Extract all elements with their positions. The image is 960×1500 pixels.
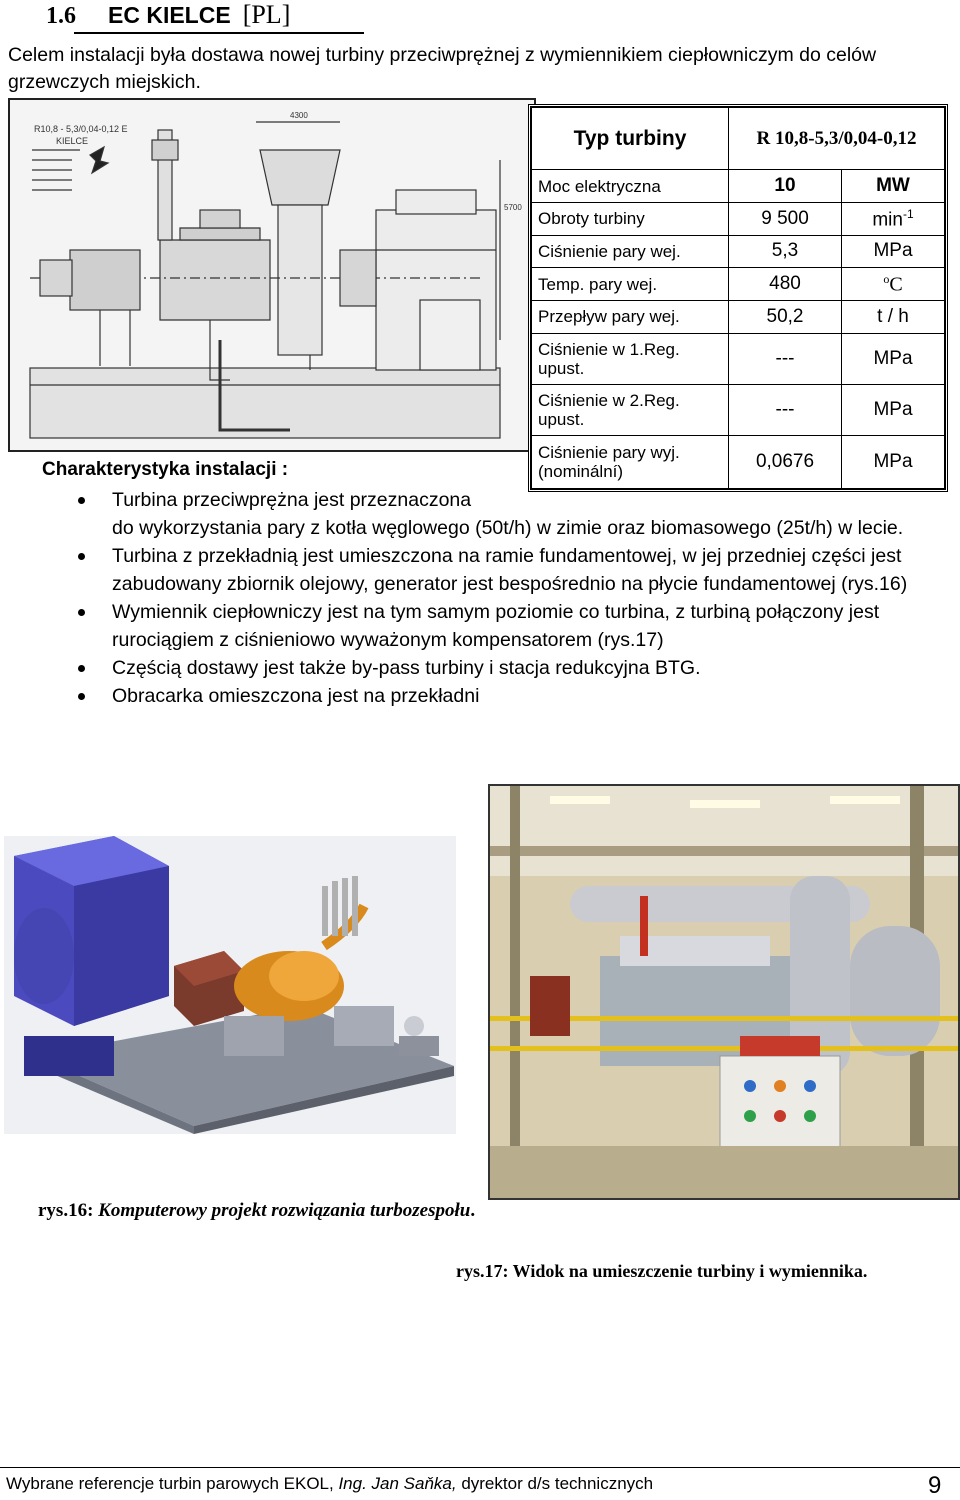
drawing-subtitle-text: KIELCE — [56, 136, 89, 146]
spec-value: 5,3 — [729, 235, 842, 268]
section-title: EC KIELCE — [108, 2, 231, 28]
drawing-dim-side: 5700 — [504, 203, 522, 212]
list-item-continuation: do wykorzystania pary z kotła węglowego (50t/h) w zimie oraz biomasowego (25t/h) w lecie. — [112, 517, 904, 539]
spec-label: Ciśnienie pary wyj. (nominální) — [532, 435, 729, 488]
spec-unit: MPa — [842, 384, 945, 435]
spec-unit-sup: -1 — [902, 206, 914, 221]
turbine-spec-table — [528, 104, 948, 492]
list-item-text: Turbina przeciwprężna jest przeznaczona — [112, 489, 472, 511]
plant-photo — [488, 784, 960, 1200]
spec-value: --- — [729, 384, 842, 435]
figure-16-text: Komputerowy projekt rozwiązania turbozespołu — [98, 1200, 471, 1221]
spec-value: 10 — [729, 170, 842, 203]
footer-rule — [0, 1467, 960, 1468]
spec-unit: MW — [842, 170, 945, 203]
spec-label: Ciśnienie w 1.Reg. upust. — [532, 333, 729, 384]
spec-label: Ciśnienie pary wej. — [532, 235, 729, 268]
spec-row — [532, 202, 945, 235]
list-item: Częścią dostawy jest także by-pass turbiny i stacja redukcyjna BTG. — [78, 654, 948, 682]
cad-render-svg — [4, 836, 456, 1134]
spec-unit-sup: o — [883, 271, 890, 286]
spec-row — [532, 300, 945, 333]
figure-17-caption: rys.17: Widok na umieszczenie turbiny i wymiennika. — [456, 1261, 868, 1281]
spec-row — [532, 170, 945, 203]
section-number: 1.6 — [46, 3, 76, 29]
spec-label: Moc elektryczna — [532, 170, 729, 203]
spec-value: 50,2 — [729, 300, 842, 333]
figure-16-end: . — [470, 1200, 476, 1221]
spec-label: Przepływ pary wej. — [532, 300, 729, 333]
spec-header-value: R 10,8-5,3/0,04-0,12 — [729, 108, 945, 170]
list-item: Turbina z przekładnią jest umieszczona na ramie fundamentowej, w jej przedniej części jest zabudowany zbiornik olejowy, generator jest bespośrednio na płycie fundamentowej (rys.16) — [78, 542, 948, 598]
spec-label: Ciśnienie w 2.Reg. upust. — [532, 384, 729, 435]
spec-row — [532, 268, 945, 301]
footer-text-c: dyrektor d/s technicznych — [456, 1474, 654, 1493]
spec-unit: MPa — [842, 435, 945, 488]
spec-row — [532, 384, 945, 435]
spec-unit: MPa — [842, 235, 945, 268]
spec-unit-base: C — [889, 273, 903, 296]
heading-underline — [74, 32, 364, 34]
turbine-technical-drawing — [8, 98, 536, 452]
spec-unit: MPa — [842, 333, 945, 384]
spec-header-label: Typ turbiny — [532, 108, 729, 170]
spec-unit: t / h — [842, 300, 945, 333]
plant-photo-svg — [490, 786, 958, 1198]
section-heading — [46, 0, 290, 30]
drawing-title-text: R10,8 - 5,3/0,04-0,12 E — [34, 124, 128, 134]
drawing-dim-top: 4300 — [290, 111, 308, 120]
spec-value: --- — [729, 333, 842, 384]
list-item: Obracarka omieszczona jest na przekładni — [78, 682, 948, 710]
intro-paragraph: Celem instalacji była dostawa nowej turbiny przeciwprężnej z wymiennikiem ciepłowniczym do celów grzewczych miejskich. — [8, 44, 877, 93]
spec-unit — [842, 202, 945, 235]
footer-author: Ing. Jan Saňka, — [338, 1474, 457, 1493]
language-tag: [PL] — [242, 0, 291, 29]
spec-table-grid — [531, 107, 945, 489]
spec-row — [532, 435, 945, 488]
footer-text-a: Wybrane referencje turbin parowych EKOL, — [6, 1474, 339, 1493]
characteristics-heading: Charakterystyka instalacji : — [42, 459, 289, 480]
spec-header-row — [532, 108, 945, 170]
spec-value: 480 — [729, 268, 842, 301]
spec-label: Obroty turbiny — [532, 202, 729, 235]
figure-16-ref: rys.16: — [38, 1200, 94, 1221]
spec-unit-base: min — [872, 208, 903, 230]
spec-value: 9 500 — [729, 202, 842, 235]
footer-text — [6, 1473, 653, 1495]
spec-label: Temp. pary wej. — [532, 268, 729, 301]
drawing-svg — [10, 100, 534, 450]
cad-render-image — [4, 836, 456, 1134]
characteristics-list — [78, 486, 948, 710]
spec-row — [532, 235, 945, 268]
spec-unit — [842, 268, 945, 301]
list-item — [78, 486, 542, 514]
spec-value: 0,0676 — [729, 435, 842, 488]
figure-16-caption — [38, 1198, 475, 1224]
spec-row — [532, 333, 945, 384]
page-number: 9 — [928, 1472, 942, 1499]
list-item: Wymiennik ciepłowniczy jest na tym samym poziomie co turbina, z turbiną połączony jest rurociągiem z ciśnieniowo wyważonym kompensatorem (rys.17) — [78, 598, 948, 654]
